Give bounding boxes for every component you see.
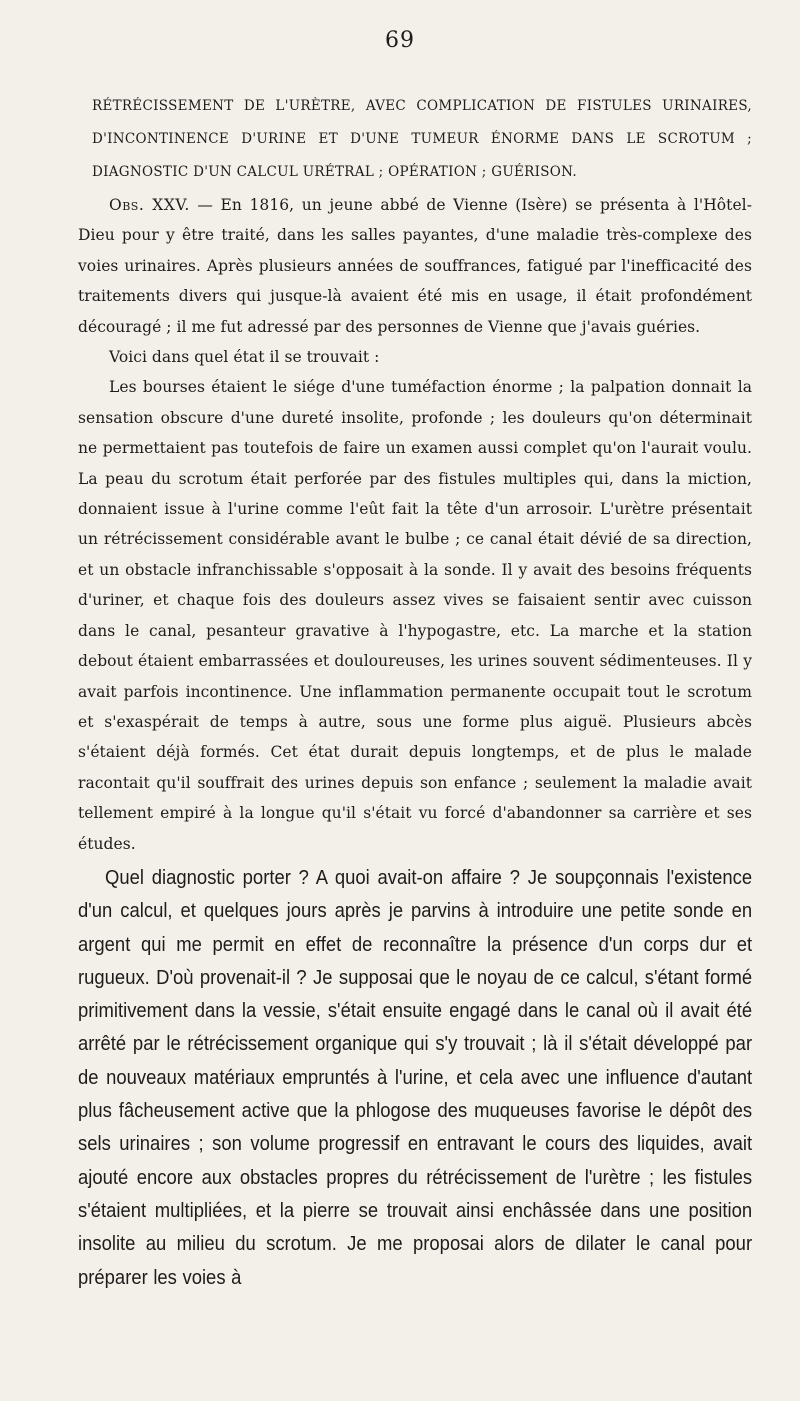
commentary-section (78, 861, 752, 1294)
observation-description: Les bourses étaient le siége d'une tuméfaction énorme ; la palpation donnait la sensation obscure d'une dureté insolite, profonde ; les douleurs qu'on déterminait ne permettaient pas toutefois de faire un examen aussi complet qu'on l'aurait voulu. La peau du scrotum était perforée par des fistules multiples qui, dans la miction, donnaient issue à l'urine comme l'eût fait la tête d'un arrosoir. L'urètre présentait un rétrécissement considérable avant le bulbe ; ce canal était dévié de sa direction, et un obstacle infranchissable s'opposait à la sonde. Il y avait des besoins fréquents d'uriner, et chaque fois des douleurs assez vives se faisaient sentir avec cuisson dans le canal, pesanteur gravative à l'hypogastre, etc. La marche et la station debout étaient embarrassées et douloureuses, les urines souvent sédimenteuses. Il y avait parfois incontinence. Une inflammation permanente occupait tout le scrotum et s'exaspérait de temps à autre, sous une forme plus aiguë. Plusieurs abcès s'étaient déjà formés. Cet état durait depuis longtemps, et de plus le malade racontait qu'il souffrait des urines depuis son enfance ; seulement la maladie avait tellement empiré à la longue qu'il s'était vu forcé d'abandonner sa carrière et ses études. (78, 378, 752, 853)
observation-label: Obs. XXV. (109, 196, 190, 214)
observation-transition: Voici dans quel état il se trouvait : (109, 348, 380, 367)
commentary-paragraph: Quel diagnostic porter ? A quoi avait-on affaire ? Je soupçonnais l'existence d'un calcul, et quelques jours après je parvins à introduire une petite sonde en argent qui me permit en effet de reconnaître la présence d'un corps dur et rugueux. D'où provenait-il ? Je supposai que le noyau de ce calcul, s'étant formé primitivement dans la vessie, s'était ensuite engagé dans le canal où il avait été arrêté par le rétrécissement organique qui s'y trouvait ; là il s'était développé par de nouveaux matériaux empruntés à l'urine, et cela avec une influence d'autant plus fâcheusement active que la phlogose des muqueuses favorise le dépôt des sels urinaires ; son volume progressif en entravant le cours des liquides, avait ajouté encore aux obstacles propres du rétrécissement de l'urètre ; les fistules s'étaient multipliées, et la pierre se trouvait ainsi enchâssée dans une position insolite au milieu du scrotum. Je me proposai alors de dilater le canal pour préparer les voies à (78, 866, 753, 1289)
observation-intro-text: — En 1816, un jeune abbé de Vienne (Isère) se présenta à l'Hôtel-Dieu pour y être traité, dans les salles payantes, d'une maladie très-complexe des voies urinaires. Après plusieurs années de souffrances, fatigué par l'inefficacité des traitements divers qui jusque-là avaient été mis en usage, il était profondément découragé ; il me fut adressé par des personnes de Vienne que j'avais guéries. (78, 196, 752, 336)
case-heading: RÉTRÉCISSEMENT DE L'URÈTRE, AVEC COMPLICATION DE FISTULES URINAIRES, D'INCONTINENCE D'URINE ET D'UNE TUMEUR ÉNORME DANS LE SCROTUM ; DIAGNOSTIC D'UN CALCUL URÉTRAL ; OPÉRATION ; GUÉRISON. (92, 98, 752, 180)
page-number: 69 (385, 28, 415, 53)
observation-intro-paragraph (78, 190, 752, 342)
observation-section (78, 190, 752, 859)
